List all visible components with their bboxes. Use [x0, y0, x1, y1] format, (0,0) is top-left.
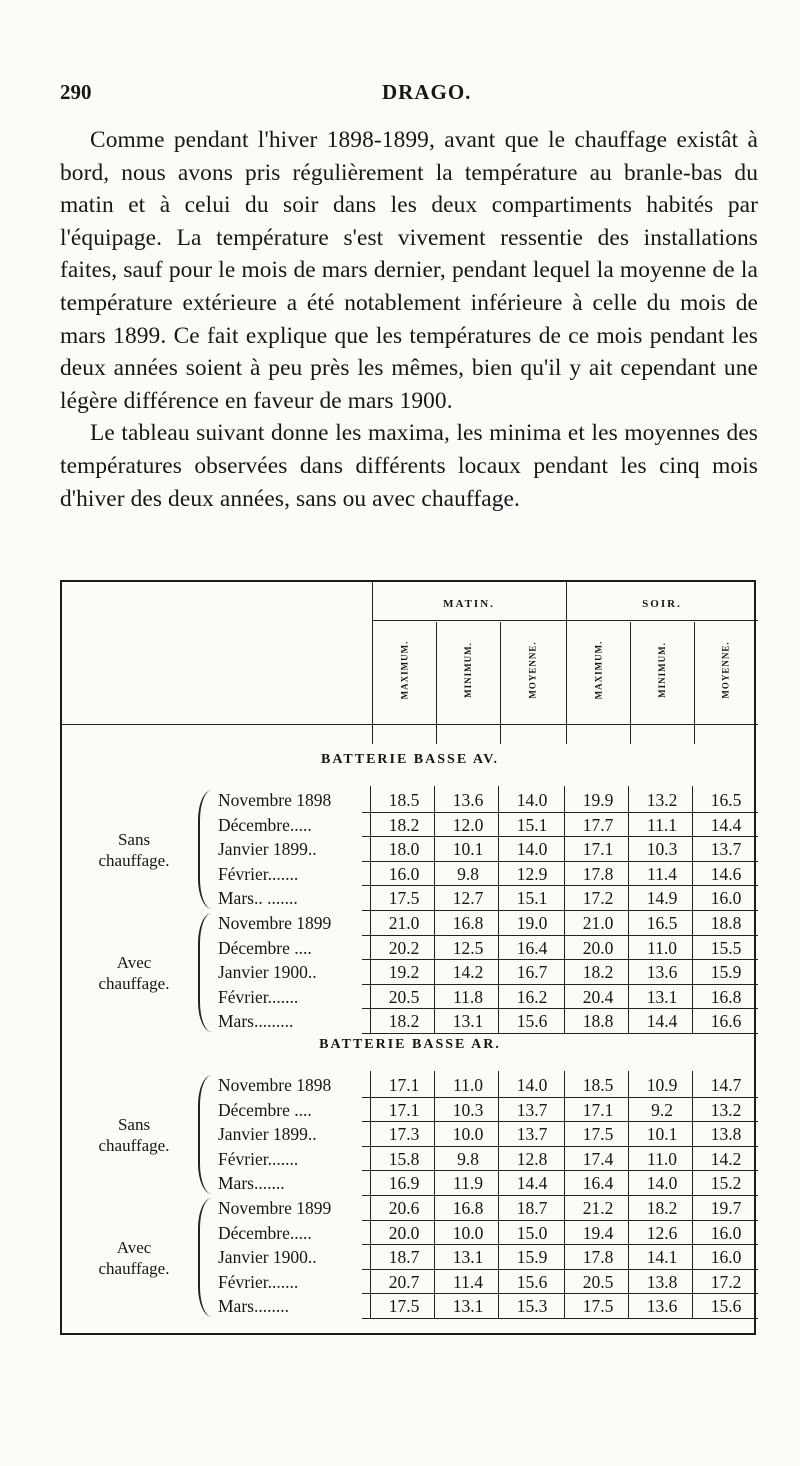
value-cell: 18.2 [388, 814, 420, 835]
value-cell: 14.2 [710, 1148, 742, 1169]
value-cell: 15.1 [516, 888, 548, 909]
value-cell: 15.1 [516, 814, 548, 835]
table-row [62, 837, 758, 861]
divider-line [62, 724, 758, 725]
value-cell: 20.6 [388, 1198, 420, 1218]
paragraph-heating-comparison: Comme pendant l'hiver 1898-1899, avant que le chauffage existât à bord, nous avons pris régulièrement la température au branle-bas du matin et à celui du soir dans les deux compartiments habités par l'équipage. La température s'est vivement ressentie des installations faites, sauf pour le mois de mars dernier, pendant lequel la moyenne de la température extérieure a été notablement inférieure à celle du mois de mars 1899. Ce fait explique que les températures de ce mois pendant les deux années soient à peu près les mêmes, bien qu'il y ait cependant une légère différence en faveur de mars 1900. [60, 127, 758, 414]
group-head-matin: MATIN. [443, 598, 495, 610]
value-cell: 15.5 [710, 937, 742, 958]
value-cell: 14.4 [516, 1173, 548, 1194]
value-cell: 9.8 [457, 1148, 479, 1169]
colhead-matin-maximum: MAXIMUM. [399, 640, 409, 700]
value-cell: 16.9 [388, 1173, 420, 1194]
month-cell: Décembre .... [218, 1099, 312, 1120]
table-row [62, 1221, 758, 1245]
value-cell: 18.5 [582, 1075, 614, 1095]
value-cell: 14.4 [646, 1011, 678, 1032]
value-cell: 14.9 [646, 888, 678, 909]
value-cell: 9.8 [457, 863, 479, 884]
month-cell: Janvier 1899.. [218, 839, 317, 860]
value-cell: 15.6 [516, 1271, 548, 1292]
value-cell: 11.9 [453, 1173, 483, 1194]
group-label-avec-chauffage: Avec chauffage. [98, 1237, 170, 1278]
value-cell: 20.5 [582, 1271, 614, 1292]
value-cell: 15.2 [710, 1173, 742, 1194]
value-cell: 17.5 [388, 1296, 420, 1317]
table-row [62, 788, 758, 812]
divider-line [436, 622, 437, 744]
value-cell: 18.0 [388, 839, 420, 860]
table-row [62, 1098, 758, 1122]
value-cell: 13.6 [452, 790, 484, 810]
running-head [60, 80, 760, 110]
value-cell: 17.2 [582, 888, 614, 909]
value-cell: 15.3 [516, 1296, 548, 1317]
value-cell: 17.1 [388, 1075, 420, 1095]
value-cell: 17.1 [582, 1099, 614, 1120]
value-cell: 17.3 [388, 1124, 420, 1145]
value-cell: 19.4 [582, 1222, 614, 1243]
table-row [62, 1294, 758, 1318]
value-cell: 14.0 [516, 839, 548, 860]
value-cell: 10.3 [452, 1099, 484, 1120]
group-label-sans-chauffage: Sans chauffage. [98, 1114, 170, 1155]
value-cell: 14.0 [516, 790, 548, 810]
month-cell: Février....... [218, 986, 299, 1007]
section-title: BATTERIE BASSE AV. [320, 752, 500, 767]
value-cell: 11.8 [453, 986, 483, 1007]
value-cell: 10.1 [646, 1124, 678, 1145]
value-cell: 10.0 [452, 1124, 484, 1145]
paragraph-table-intro: Le tableau suivant donne les maxima, les minima et les moyennes des températures observées dans différents locaux pendant les cinq mois d'hiver des deux années, sans ou avec chauffage. [60, 420, 758, 512]
value-cell: 13.1 [452, 1296, 484, 1317]
colhead-matin-moyenne: MOYENNE. [528, 641, 538, 699]
month-cell: Novembre 1898 [218, 1075, 332, 1095]
value-cell: 20.5 [388, 986, 420, 1007]
value-cell: 9.2 [651, 1099, 673, 1120]
value-cell: 16.0 [388, 863, 420, 884]
value-cell: 17.4 [582, 1148, 614, 1169]
value-cell: 18.5 [388, 790, 420, 810]
temperature-table [60, 580, 756, 1335]
table-row [62, 1196, 758, 1220]
value-cell: 16.8 [452, 1198, 484, 1218]
value-cell: 15.6 [710, 1296, 742, 1317]
colhead-soir-moyenne: MOYENNE. [721, 641, 731, 699]
month-cell: Janvier 1899.. [218, 1124, 317, 1145]
table-row [62, 911, 758, 935]
value-cell: 20.2 [388, 937, 420, 958]
value-cell: 14.7 [710, 1075, 742, 1095]
divider-line [372, 620, 758, 621]
value-cell: 13.7 [516, 1099, 548, 1120]
divider-line [500, 622, 501, 744]
value-cell: 15.9 [516, 1247, 548, 1268]
value-cell: 16.8 [452, 913, 484, 933]
value-cell: 14.6 [710, 863, 742, 884]
value-cell: 16.2 [516, 986, 548, 1007]
value-cell: 16.5 [646, 913, 678, 933]
value-cell: 13.8 [710, 1124, 742, 1145]
value-cell: 11.0 [647, 1148, 677, 1169]
value-cell: 10.3 [646, 839, 678, 860]
value-cell: 12.5 [452, 937, 484, 958]
value-cell: 17.7 [582, 814, 614, 835]
value-cell: 18.7 [516, 1198, 548, 1218]
value-cell: 19.7 [710, 1198, 742, 1218]
value-cell: 18.2 [388, 1011, 420, 1032]
value-cell: 16.4 [582, 1173, 614, 1194]
colhead-matin-minimum: MINIMUM. [463, 642, 473, 698]
divider-line [362, 1033, 758, 1034]
value-cell: 11.4 [453, 1271, 483, 1292]
value-cell: 17.5 [388, 888, 420, 909]
value-cell: 16.6 [710, 1011, 742, 1032]
value-cell: 20.0 [388, 1222, 420, 1243]
month-cell: Février....... [218, 863, 299, 884]
month-cell: Janvier 1900.. [218, 962, 317, 983]
table-row [62, 1270, 758, 1294]
value-cell: 13.8 [646, 1271, 678, 1292]
value-cell: 14.4 [710, 814, 742, 835]
value-cell: 13.6 [646, 962, 678, 983]
body-text [60, 124, 758, 515]
table-row [62, 1122, 758, 1146]
value-cell: 14.1 [646, 1247, 678, 1268]
value-cell: 18.8 [582, 1011, 614, 1032]
value-cell: 10.0 [452, 1222, 484, 1243]
value-cell: 20.4 [582, 986, 614, 1007]
value-cell: 13.7 [516, 1124, 548, 1145]
value-cell: 17.1 [388, 1099, 420, 1120]
value-cell: 19.0 [516, 913, 548, 933]
value-cell: 16.5 [710, 790, 742, 810]
month-cell: Février....... [218, 1271, 299, 1292]
month-cell: Mars........ [218, 1296, 289, 1317]
value-cell: 17.5 [582, 1124, 614, 1145]
value-cell: 12.9 [516, 863, 548, 884]
value-cell: 18.8 [710, 913, 742, 933]
month-cell: Février....... [218, 1148, 299, 1169]
value-cell: 17.5 [582, 1296, 614, 1317]
value-cell: 12.0 [452, 814, 484, 835]
colhead-soir-minimum: MINIMUM. [657, 642, 667, 698]
value-cell: 14.0 [646, 1173, 678, 1194]
table-row [62, 1245, 758, 1269]
value-cell: 10.1 [452, 839, 484, 860]
table-row [62, 886, 758, 910]
group-head-soir: SOIR. [642, 598, 682, 610]
table-row [62, 1073, 758, 1097]
table-row [62, 936, 758, 960]
value-cell: 20.0 [582, 937, 614, 958]
value-cell: 12.7 [452, 888, 484, 909]
month-cell: Décembre..... [218, 1222, 312, 1243]
month-cell: Mars......... [218, 1011, 294, 1032]
value-cell: 14.0 [516, 1075, 548, 1095]
value-cell: 15.6 [516, 1011, 548, 1032]
table-row [62, 1147, 758, 1171]
value-cell: 13.1 [452, 1247, 484, 1268]
month-cell: Décembre..... [218, 814, 312, 835]
table-row [62, 1171, 758, 1195]
value-cell: 16.0 [710, 1222, 742, 1243]
value-cell: 15.9 [710, 962, 742, 983]
running-title: DRAGO. [382, 80, 472, 104]
month-cell: Mars....... [218, 1173, 285, 1194]
value-cell: 18.2 [582, 962, 614, 983]
group-label-avec-chauffage: Avec chauffage. [98, 952, 170, 993]
value-cell: 13.1 [646, 986, 678, 1007]
month-cell: Novembre 1898 [218, 790, 332, 810]
value-cell: 21.2 [582, 1198, 614, 1218]
value-cell: 12.8 [516, 1148, 548, 1169]
value-cell: 17.1 [582, 839, 614, 860]
value-cell: 16.0 [710, 888, 742, 909]
value-cell: 13.2 [710, 1099, 742, 1120]
value-cell: 12.6 [646, 1222, 678, 1243]
month-cell: Novembre 1899 [218, 1198, 332, 1218]
section-title: BATTERIE BASSE AR. [319, 1037, 501, 1052]
value-cell: 16.4 [516, 937, 548, 958]
value-cell: 19.9 [582, 790, 614, 810]
table-row [62, 985, 758, 1009]
value-cell: 17.8 [582, 1247, 614, 1268]
table-row [62, 813, 758, 837]
value-cell: 13.2 [646, 790, 678, 810]
value-cell: 10.9 [646, 1075, 678, 1095]
month-cell: Janvier 1900.. [218, 1247, 317, 1268]
table-row [62, 960, 758, 984]
divider-line [630, 622, 631, 744]
value-cell: 20.7 [388, 1271, 420, 1292]
value-cell: 16.0 [710, 1247, 742, 1268]
divider-line [362, 1318, 758, 1319]
colhead-soir-maximum: MAXIMUM. [593, 640, 603, 700]
month-cell: Novembre 1899 [218, 913, 332, 933]
value-cell: 15.8 [388, 1148, 420, 1169]
value-cell: 13.7 [710, 839, 742, 860]
table-row [62, 1009, 758, 1033]
value-cell: 21.0 [582, 913, 614, 933]
value-cell: 21.0 [388, 913, 420, 933]
value-cell: 17.2 [710, 1271, 742, 1292]
value-cell: 15.0 [516, 1222, 548, 1243]
value-cell: 11.0 [453, 1075, 483, 1095]
value-cell: 14.2 [452, 962, 484, 983]
value-cell: 16.7 [516, 962, 548, 983]
value-cell: 11.4 [647, 863, 677, 884]
value-cell: 13.1 [452, 1011, 484, 1032]
value-cell: 17.8 [582, 863, 614, 884]
value-cell: 19.2 [388, 962, 420, 983]
value-cell: 13.6 [646, 1296, 678, 1317]
divider-line [694, 622, 695, 744]
table-row [62, 862, 758, 886]
value-cell: 11.0 [647, 937, 677, 958]
page-number: 290 [60, 80, 92, 104]
month-cell: Décembre .... [218, 937, 312, 958]
value-cell: 11.1 [647, 814, 677, 835]
group-label-sans-chauffage: Sans chauffage. [98, 829, 170, 870]
value-cell: 18.7 [388, 1247, 420, 1268]
value-cell: 18.2 [646, 1198, 678, 1218]
value-cell: 16.8 [710, 986, 742, 1007]
month-cell: Mars.. ....... [218, 888, 298, 909]
